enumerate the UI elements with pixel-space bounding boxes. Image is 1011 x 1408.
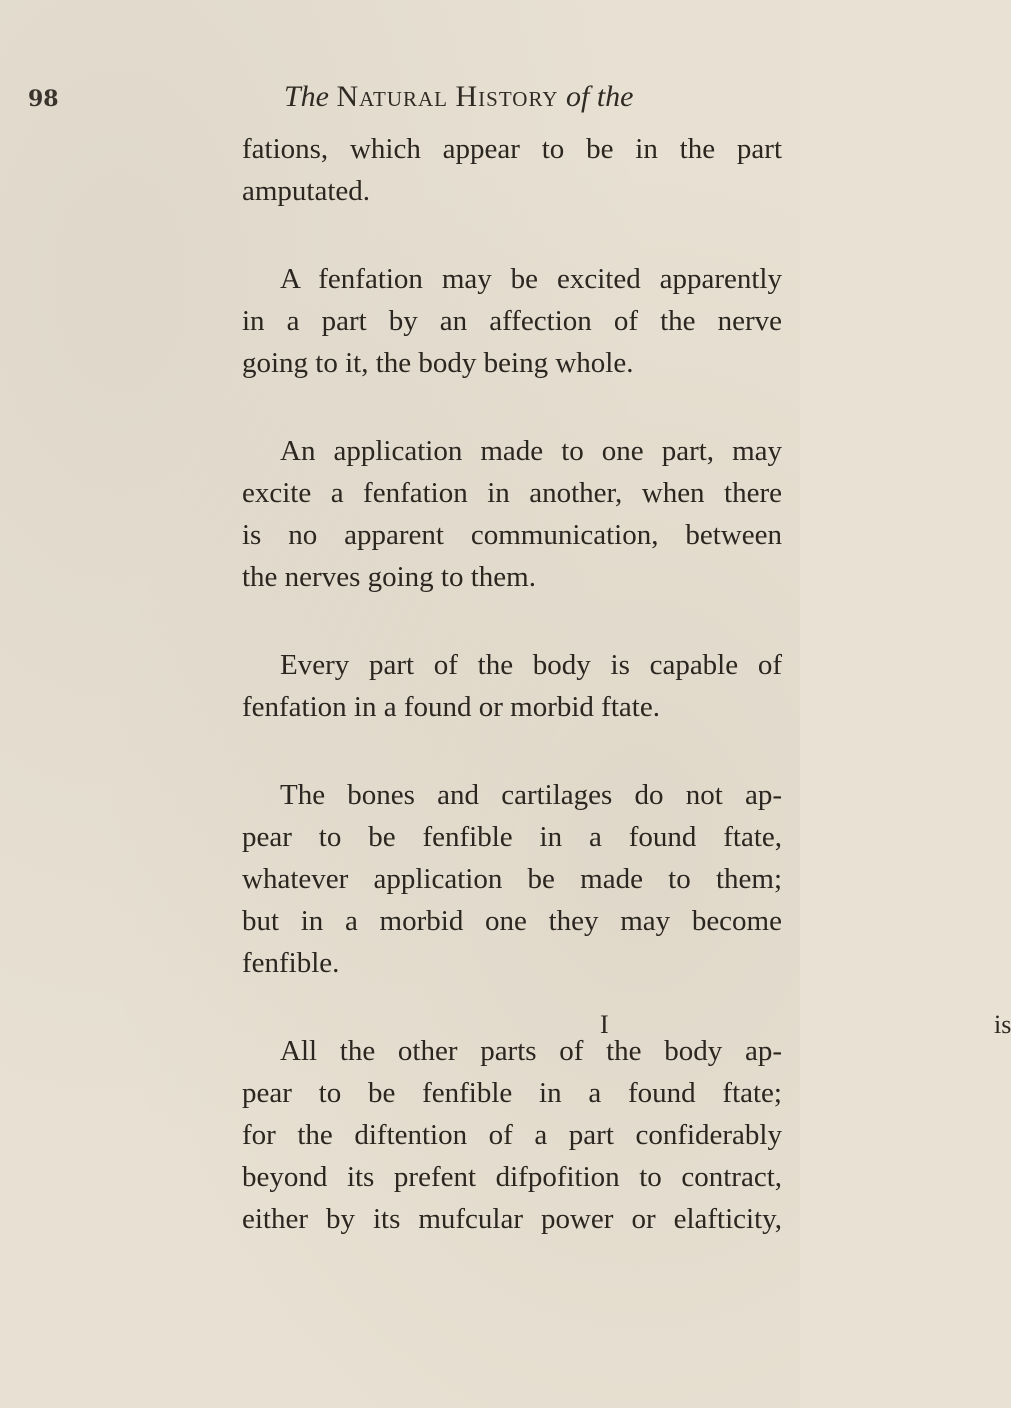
text-line: An application made to one part, may bbox=[280, 435, 782, 467]
body-text bbox=[242, 128, 782, 1240]
text-line: going to it, the body being whole. bbox=[242, 347, 634, 379]
text-line: fenfible. bbox=[242, 947, 340, 979]
paragraph-gap bbox=[242, 984, 782, 1030]
text-line: but in a morbid one they may become bbox=[242, 905, 782, 937]
paragraph-gap bbox=[242, 598, 782, 644]
text-line: pear to be fenfible in a found ftate, bbox=[242, 821, 782, 853]
text-line: in a part by an affection of the nerve bbox=[242, 305, 782, 337]
running-head bbox=[284, 80, 633, 114]
text-line: excite a fenfation in another, when there bbox=[242, 477, 782, 509]
running-head-the: The bbox=[284, 80, 329, 113]
text-line: either by its mufcular power or elafticity, bbox=[242, 1203, 782, 1235]
text-line: for the diftention of a part confiderably bbox=[242, 1119, 782, 1151]
text-line: The bones and cartilages do not ap- bbox=[280, 779, 782, 811]
text-line: pear to be fenfible in a found ftate; bbox=[242, 1077, 782, 1109]
running-head-of: of bbox=[565, 80, 590, 113]
text-line: fenfation in a found or morbid ftate. bbox=[242, 691, 660, 723]
text-line: A fenfation may be excited apparently bbox=[280, 263, 782, 295]
paragraph-gap bbox=[242, 212, 782, 258]
text-line: whatever application be made to them; bbox=[242, 863, 782, 895]
paragraph-gap bbox=[242, 728, 782, 774]
paragraph-gap bbox=[242, 384, 782, 430]
text-line: the nerves going to them. bbox=[242, 561, 536, 593]
text-line: All the other parts of the body ap- bbox=[280, 1035, 782, 1067]
running-head-natural: Natural bbox=[336, 80, 448, 113]
catchword: is bbox=[994, 1010, 1011, 1039]
running-head-history: History bbox=[455, 80, 559, 113]
signature-mark: I bbox=[600, 1010, 609, 1039]
text-line: amputated. bbox=[242, 175, 371, 207]
page-number: 98 bbox=[28, 86, 59, 112]
text-line: Every part of the body is capable of bbox=[280, 649, 782, 681]
text-line: fations, which appear to be in the part bbox=[242, 133, 782, 165]
running-head-the-2: the bbox=[596, 80, 634, 113]
text-line: is no apparent communication, between bbox=[242, 519, 782, 551]
text-line: beyond its prefent difpofition to contract, bbox=[242, 1161, 782, 1193]
